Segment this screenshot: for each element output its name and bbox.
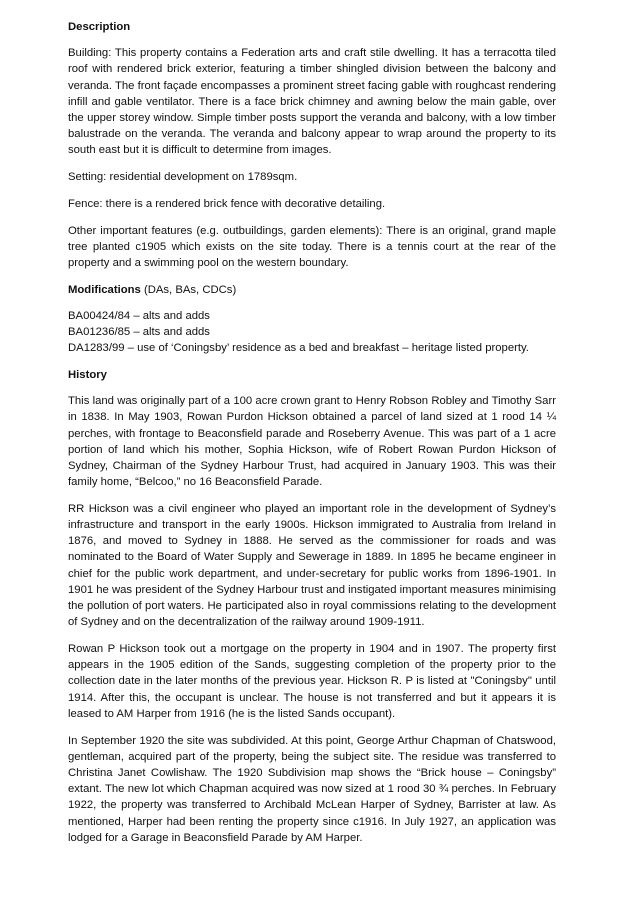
history-paragraph: RR Hickson was a civil engineer who played an important role in the development of Sydney’s infrastructure and transport in the early 1900s. Hickson immigrated to Australia from Ireland in 1876, and moved to Sydney in 1888. He served as the commissioner for roads and was nominated to the Board of Water Supply and Sewerage in 1889. In 1895 he became engineer in chief for the public work department, and under-secretary for public works from 1896-1901. In 1901 he was president of the Sydney Harbour trust and instigated important measures minimising the pollution of port waters. He participated also in royal commissions relating to the development of Sydney and on the decentralization of the railway around 1909-1911. [68, 502, 556, 629]
modifications-heading-title: Modifications [68, 283, 141, 296]
setting-paragraph: Setting: residential development on 1789sqm. [68, 171, 298, 184]
document-page [68, 19, 556, 856]
description-heading: Description [68, 21, 131, 33]
history-paragraph: In September 1920 the site was subdivided. At this point, George Arthur Chapman of Chatswood, gentleman, acquired part of the property, being the subject site. The residue was transferred to Christina Janet Cowlishaw. The 1920 Subdivision map shows the “Brick house – Coningsby” extant. The new lot which Chapman acquired was now sized at 1 rood 30 ¾ perches. In February 1922, the property was transferred to Archibald McLean Harper of Sydney, Barrister at law. As mentioned, Harper had been renting the property since c1916. In July 1927, an application was lodged for a Garage in Beaconsfield Parade by AM Harper. [68, 734, 556, 844]
modification-item: BA00424/84 – alts and adds [68, 309, 210, 322]
fence-paragraph: Fence: there is a rendered brick fence with decorative detailing. [68, 197, 386, 210]
history-heading: History [68, 368, 107, 381]
modifications-heading-sub: (DAs, BAs, CDCs) [140, 283, 237, 296]
modification-item: DA1283/99 – use of ‘Coningsby’ residence as a bed and breakfast – heritage listed property. [68, 342, 529, 355]
modifications-heading [68, 282, 556, 298]
other-features-paragraph: Other important features (e.g. outbuildings, garden elements): There is an original, grand maple tree planted c1905 which exists on the site today. There is a tennis court at the rear of the property and a swimming pool on the western boundary. [68, 224, 556, 269]
building-paragraph: Building: This property contains a Federation arts and craft stile dwelling. It has a terracotta tiled roof with rendered brick exterior, featuring a timber shingled division between the balcony and veranda. The front façade encompasses a prominent street facing gable with roughcast rendering infill and gable ventilator. There is a face brick chimney and awning below the main gable, over the upper storey window. Simple timber posts support the veranda and balcony, with a low timber balustrade on the veranda. The veranda and balcony appear to wrap around the property to its south east but it is difficult to determine from images. [68, 47, 556, 157]
history-paragraph: Rowan P Hickson took out a mortgage on the property in 1904 and in 1907. The property first appears in the 1905 edition of the Sands, suggesting completion of the property prior to the collection date in the later months of the previous year. Hickson R. P is listed at "Coningsby" until 1914. After this, the occupant is unclear. The house is not transferred and but it appears it is leased to AM Harper from 1916 (he is the listed Sands occupant). [68, 643, 556, 720]
modification-item: BA01236/85 – alts and adds [68, 326, 210, 339]
history-paragraph: This land was originally part of a 100 acre crown grant to Henry Robson Robley and Timothy Sarr in 1838. In May 1903, Rowan Purdon Hickson obtained a parcel of land sized at 1 rood 14 ¼ perches, with frontage to Beaconsfield parade and Roseberry Avenue. This was part of a 1 acre portion of land which his mother, Sophia Hickson, wife of Robert Rowan Purdon Hickson of Sydney, Chairman of the Sydney Harbour Trust, had acquired in January 1903. This was their family home, “Belcoo,” no 16 Beaconsfield Parade. [68, 395, 556, 489]
